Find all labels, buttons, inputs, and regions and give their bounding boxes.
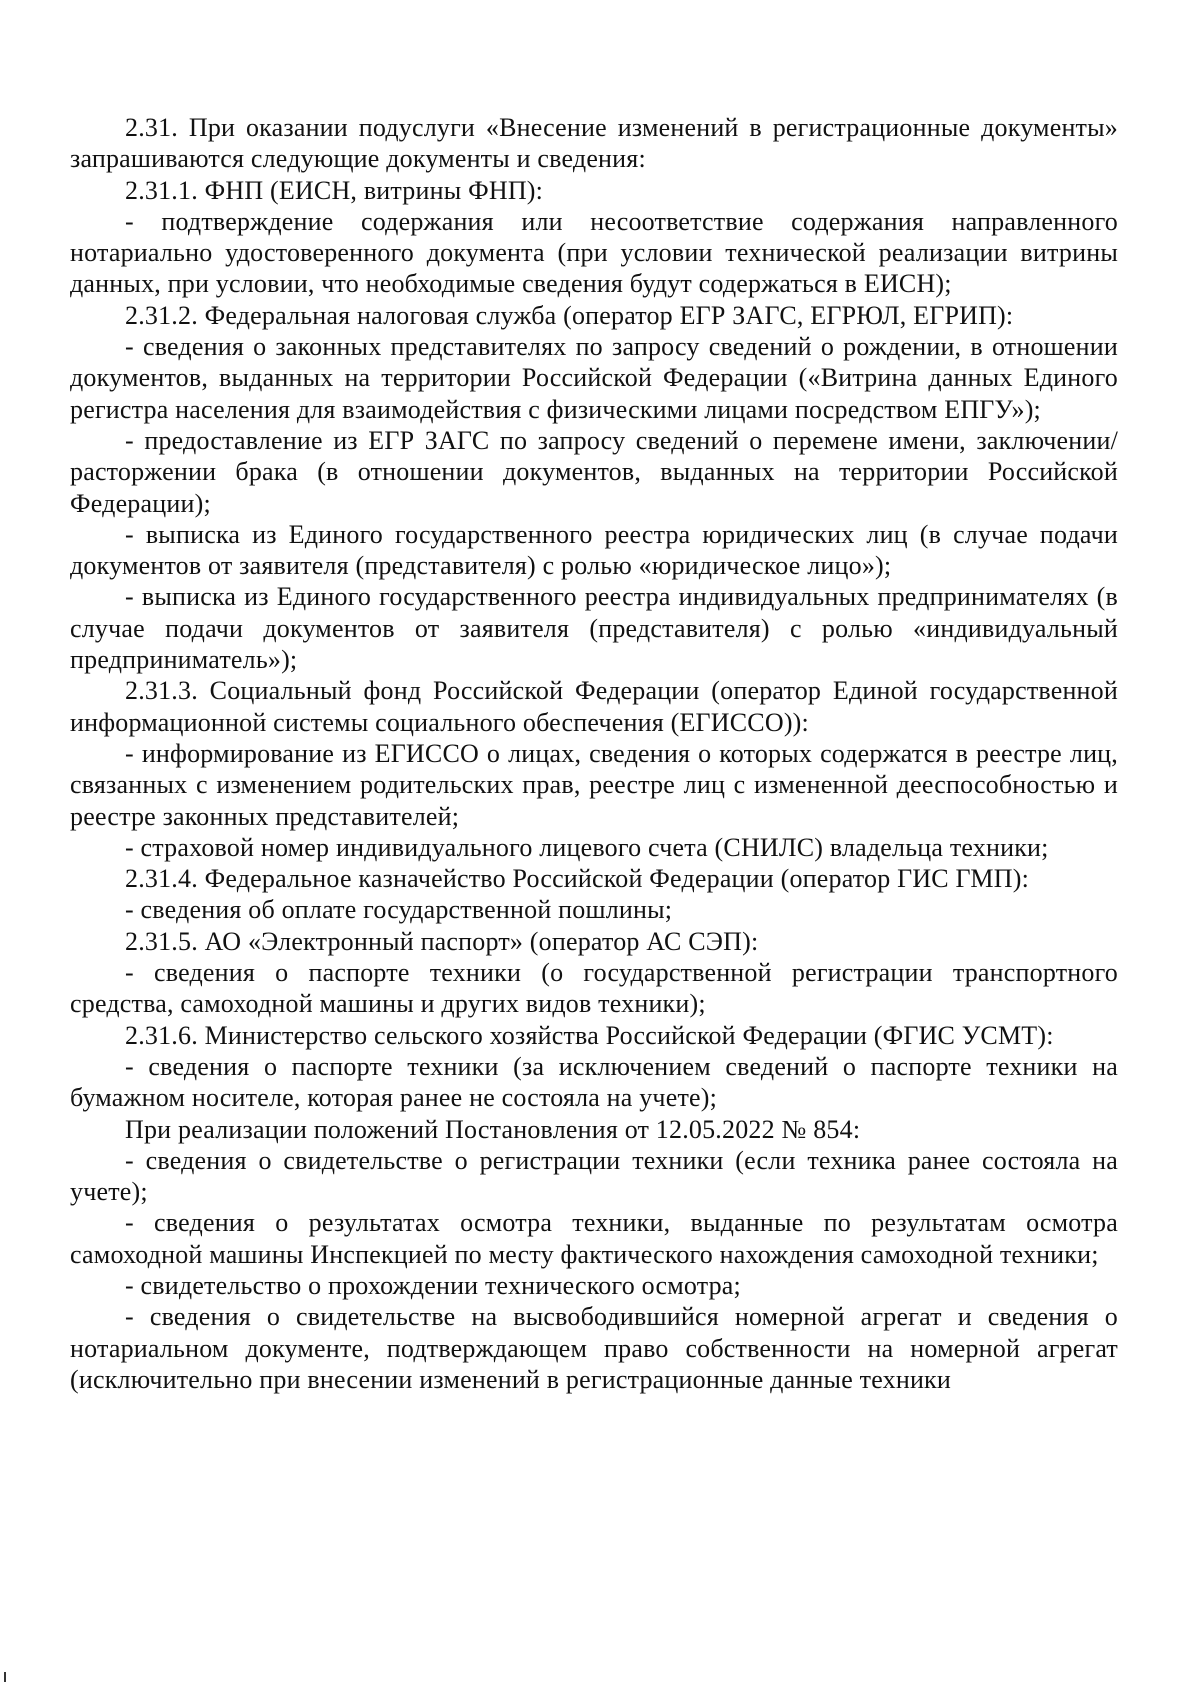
list-item: - сведения о свидетельстве на высвободившийся номерной агрегат и сведения о нотариальном документе, подтверждающем право собственности на номерной агрегат (исключительно при внесении изменений в регистрационные данные техники [70,1302,1118,1394]
list-item: - страховой номер индивидуального лицевого счета (СНИЛС) владельца техники; [125,832,1049,862]
paragraph-2-31-4: 2.31.4. Федеральное казначейство Российской Федерации (оператор ГИС ГМП): [125,864,1030,894]
paragraph-resolution: При реализации положений Постановления от 12.05.2022 № 854: [125,1114,861,1144]
list-item: - выписка из Единого государственного реестра индивидуальных предпринимателях (в случае подачи документов от заявителя (представителя) с ролью «индивидуальный предприниматель»); [70,582,1118,675]
list-item: - свидетельство о прохождении технического осмотра; [125,1270,741,1300]
paragraph-2-31-6: 2.31.6. Министерство сельского хозяйства Российской Федерации (ФГИС УСМТ): [125,1020,1054,1050]
list-item: - сведения о результатах осмотра техники, выданные по результатам осмотра самоходной машины Инспекцией по месту фактического нахождения самоходной техники; [70,1208,1118,1269]
paragraph-2-31: 2.31. При оказании подуслуги «Внесение изменений в регистрационные документы» запрашиваются следующие документы и сведения: [70,113,1118,174]
list-item: - выписка из Единого государственного реестра юридических лиц (в случае подачи документов от заявителя (представителя) с ролью «юридическое лицо»); [70,519,1118,581]
list-item: - подтверждение содержания или несоответствие содержания направленного нотариально удостоверенного документа (при условии технической реализации витрины данных, при условии, что необходимые сведения будут содержаться в ЕИСН); [70,206,1118,299]
paragraph-2-31-5: 2.31.5. АО «Электронный паспорт» (оператор АС СЭП): [125,926,759,956]
list-item: - предоставление из ЕГР ЗАГС по запросу сведений о перемене имени, заключении/расторжении брака (в отношении документов, выданных на территории Российской Федерации); [70,425,1118,518]
list-item: - сведения об оплате государственной пошлины; [125,895,673,925]
list-item: - сведения о паспорте техники (за исключением сведений о паспорте техники на бумажном носителе, которая ранее не состояла на учете); [70,1051,1118,1113]
list-item: - сведения о паспорте техники (о государственной регистрации транспортного средства, самоходной машины и других видов техники); [70,958,1118,1019]
document-body [70,112,1118,1395]
paragraph-2-31-3: 2.31.3. Социальный фонд Российской Федерации (оператор Единой государственной информационной системы социального обеспечения (ЕГИССО)): [70,676,1118,737]
scan-edge-mark [4,1672,6,1682]
list-item: - сведения о свидетельстве о регистрации техники (если техника ранее состояла на учете); [70,1145,1118,1207]
paragraph-2-31-2: 2.31.2. Федеральная налоговая служба (оператор ЕГР ЗАГС, ЕГРЮЛ, ЕГРИП): [125,300,1014,330]
list-item: - информирование из ЕГИССО о лицах, сведения о которых содержатся в реестре лиц, связанных с изменением родительских прав, реестре лиц с измененной дееспособностью и реестре законных представителей; [70,738,1118,831]
paragraph-2-31-1: 2.31.1. ФНП (ЕИСН, витрины ФНП): [125,175,544,205]
list-item: - сведения о законных представителях по запросу сведений о рождении, в отношении документов, выданных на территории Российской Федерации («Витрина данных Единого регистра населения для взаимодействия с физическими лицами посредством ЕПГУ»); [70,332,1118,424]
